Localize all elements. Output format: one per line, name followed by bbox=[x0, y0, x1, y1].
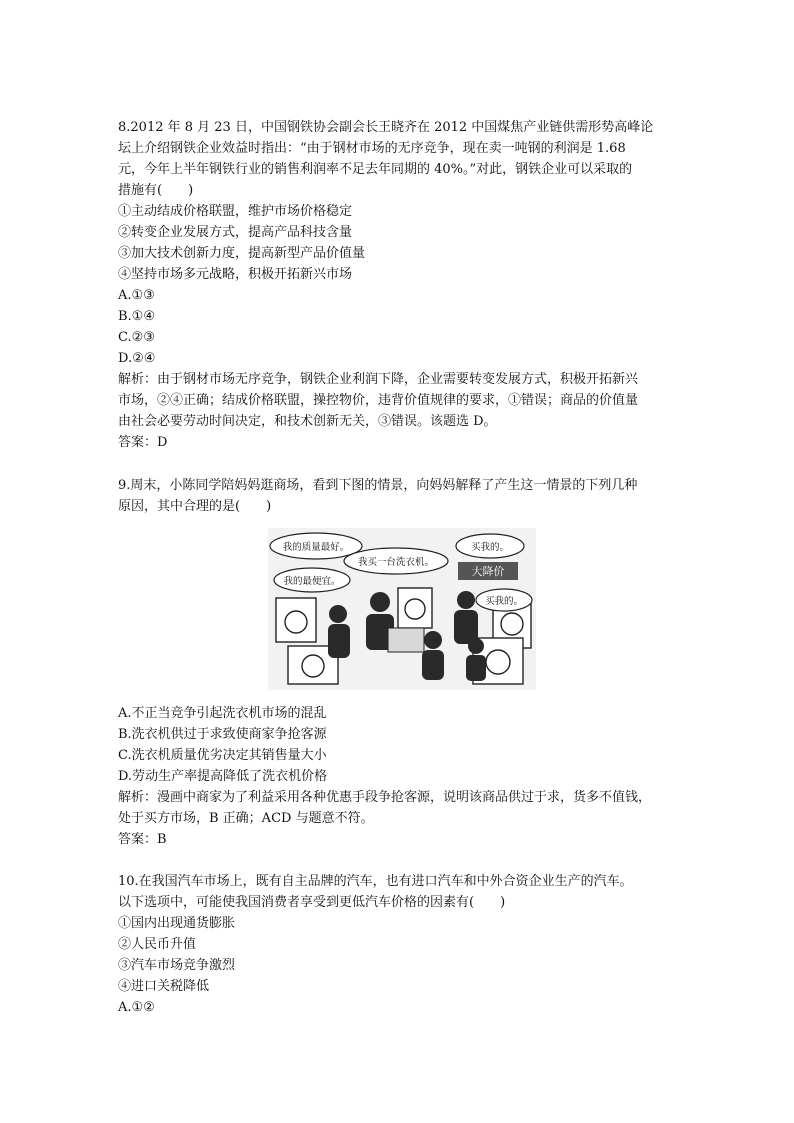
q8-item-4: ④坚持市场多元战略，积极开拓新兴市场 bbox=[118, 267, 353, 282]
q8-option-b: B.①④ bbox=[118, 309, 155, 324]
q10-item-3: ③汽车市场竞争激烈 bbox=[118, 958, 236, 973]
q8-stem-line-2: 坛上介绍钢铁企业效益时指出：“由于钢材市场的无序竞争，现在卖一吨钢的利润是 1.68 bbox=[118, 141, 626, 156]
q10-option-a: A.①② bbox=[118, 1000, 155, 1015]
q8-stem-line-1: 8.2012 年 8 月 23 日，中国钢铁协会副会长王晓齐在 2012 中国煤焦产业链供需形势高峰论 bbox=[118, 120, 654, 135]
q10-item-2: ②人民币升值 bbox=[118, 937, 197, 952]
q8-item-1: ①主动结成价格联盟，维护市场价格稳定 bbox=[118, 204, 353, 219]
q10-item-4: ④进口关税降低 bbox=[118, 979, 210, 994]
q9-stem-line-2: 原因，其中合理的是( ) bbox=[118, 499, 272, 514]
q8-answer: 答案：D bbox=[118, 435, 168, 450]
q9-answer: 答案：B bbox=[118, 832, 167, 847]
q8-stem-line-4: 措施有( ) bbox=[118, 183, 194, 198]
q8-option-a: A.①③ bbox=[118, 288, 155, 303]
q8-stem-line-3: 元，今年上半年钢铁行业的销售利润率不足去年同期的 40%。”对此，钢铁企业可以采取的 bbox=[118, 162, 633, 177]
q8-analysis-line-2: 市场，②④正确；结成价格联盟，操控物价，违背价值规律的要求，①错误；商品的价值量 bbox=[118, 393, 639, 408]
q8-analysis-line-1: 解析：由于钢材市场无序竞争，钢铁企业利润下降，企业需要转变发展方式，积极开拓新兴 bbox=[118, 372, 639, 387]
q9-option-b: B.洗衣机供过于求致使商家争抢客源 bbox=[118, 727, 327, 742]
q9-stem-line-1: 9.周末，小陈同学陪妈妈逛商场，看到下图的情景，向妈妈解释了产生这一情景的下列几种 bbox=[118, 478, 638, 493]
q9-option-c: C.洗衣机质量优劣决定其销售量大小 bbox=[118, 748, 327, 763]
q8-analysis-line-3: 由社会必要劳动时间决定，和技术创新无关，③错误。该题选 D。 bbox=[118, 414, 497, 429]
bubble-best-quality: 我的质量最好。 bbox=[282, 542, 350, 553]
bubble-buy-washer: 我买一台洗衣机。 bbox=[357, 557, 435, 568]
q10-stem-line-1: 10.在我国汽车市场上，既有自主品牌的汽车，也有进口汽车和中外合资企业生产的汽车。 bbox=[118, 874, 633, 889]
cartoon-sign: 大降价 bbox=[471, 565, 505, 578]
q9-option-a: A.不正当竞争引起洗衣机市场的混乱 bbox=[118, 706, 327, 721]
q8-option-c: C.②③ bbox=[118, 330, 155, 345]
q10-stem-line-2: 以下选项中，可能使我国消费者享受到更低汽车价格的因素有( ) bbox=[118, 895, 506, 910]
washing-machine-cartoon bbox=[268, 528, 536, 690]
bubble-buy-mine-2: 买我的。 bbox=[484, 596, 524, 607]
q9-analysis-line-2: 处于买方市场，B 正确；ACD 与题意不符。 bbox=[118, 811, 374, 826]
bubble-buy-mine-1: 买我的。 bbox=[470, 542, 510, 553]
q8-item-2: ②转变企业发展方式，提高产品科技含量 bbox=[118, 225, 353, 240]
q8-option-d: D.②④ bbox=[118, 351, 156, 366]
q9-analysis-line-1: 解析：漫画中商家为了利益采用各种优惠手段争抢客源，说明该商品供过于求，货多不值钱， bbox=[118, 790, 652, 805]
q10-item-1: ①国内出现通货膨胀 bbox=[118, 916, 236, 931]
q9-option-d: D.劳动生产率提高降低了洗衣机价格 bbox=[118, 769, 328, 784]
q8-item-3: ③加大技术创新力度，提高新型产品价值量 bbox=[118, 246, 366, 261]
bubble-cheapest: 我的最便宜。 bbox=[283, 576, 341, 587]
